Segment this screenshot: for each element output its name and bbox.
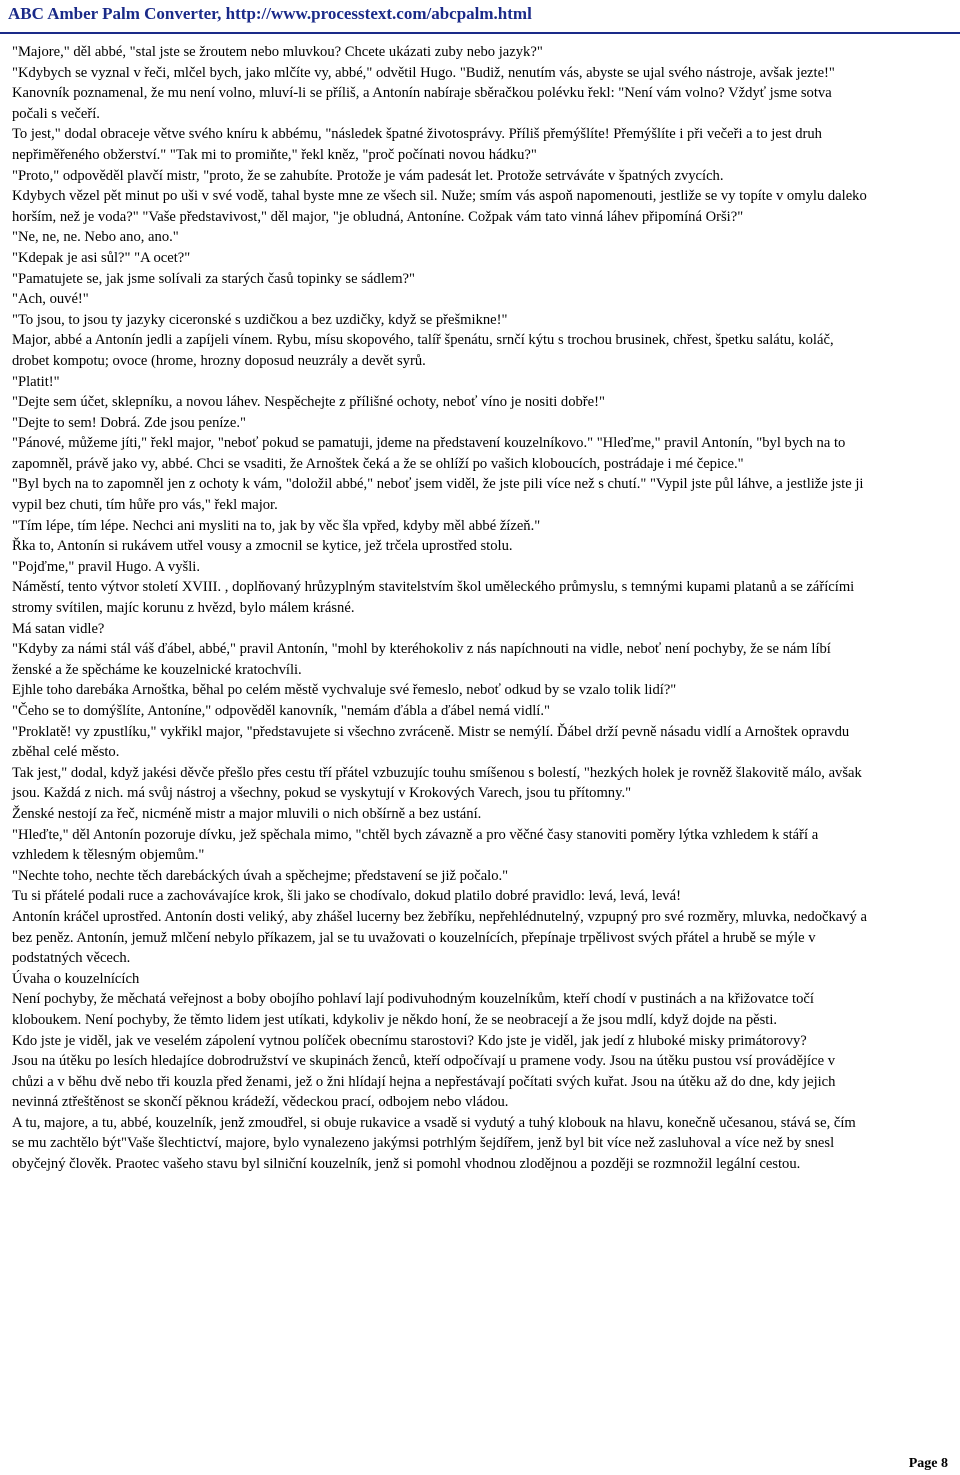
paragraph: Kdo jste je viděl, jak ve veselém zápolení vytnou políček obecnímu starostovi? Kdo jste je viděl, jak jedí z hluboké misky primátorovy? (12, 1032, 807, 1049)
paragraph: "Nechte toho, nechte těch darebáckých úvah a spěchejme; představení se již počalo." (12, 867, 509, 884)
paragraph: "Kdybych se vyznal v řeči, mlčel bych, jako mlčíte vy, abbé," odvětil Hugo. "Budiž, nenutím vás, abyste se ujal svého nástroje, avšak jezte!" (12, 64, 835, 81)
document-body (12, 42, 870, 1175)
paragraph: "Čeho se to domýšlíte, Antoníne," odpověděl kanovník, "nemám ďábla a ďábel nemá vidlí." (12, 703, 550, 719)
converter-header (0, 0, 960, 33)
paragraph: "Ach, ouvé!" (12, 291, 89, 308)
paragraph: "Kdepak je asi sůl?" "A ocet?" (12, 249, 191, 266)
paragraph: Řka to, Antonín si rukávem utřel vousy a zmocnil se kytice, jež trčela uprostřed stolu. (12, 538, 513, 555)
page-number: Page 8 (908, 1456, 948, 1471)
paragraph: Není pochyby, že měchatá veřejnost a boby obojího pohlaví lají podivuhodným kouzelníkům, kteří chodí v pustinách a na křižovatce točí kloboukem. Není pochyby, že těmto lidem jest utíkati, kdykoliv je někdo honí, že se neobracejí a že jsou mdlí, když dojde na pěsti. (12, 991, 814, 1028)
paragraph: "Kdyby za námi stál váš ďábel, abbé," pravil Antonín, "mohl by kteréhokoliv z nás napíchnouti na vidle, neboť není pochyby, že se nám líbí ženské a že spěcháme ke kouzelnické kratochvíli. (12, 641, 831, 678)
paragraph: A tu, majore, a tu, abbé, kouzelník, jenž zmoudřel, si obuje rukavice a vsadě si vydutý a tuhý klobouk na hlavu, konečně učesanou, stává se, čím se mu zachtělo být"Vaše šlechtictví, majore, bylo vynalezeno jakýmsi potrhlým šejdířem, jenž byl bit více než zasluhoval a více než by snesl obyčejný člověk. Praotec vašeho stavu byl silniční kouzelník, jenž si pomohl vhodnou zlodějnou a později se rozmnožil legální cestou. (12, 1114, 856, 1173)
paragraph: "Proklatě! vy zpustlíku," vykřikl major, "představujete si všechno zvráceně. Mistr se nemýlí. Ďábel drží pevně násadu vidlí a Arnoštek opravdu zběhal celé město. (12, 723, 850, 761)
paragraph: Major, abbé a Antonín jedli a zapíjeli vínem. Rybu, mísu skopového, talíř špenátu, srnčí kýtu s trochou brusinek, chřest, špetku salátu, koláč, drobet kompotu; ovoce (hrome, hrozny doposud neuzrály a devět syrů. (12, 332, 834, 369)
paragraph: "Dejte sem účet, sklepníku, a novou láhev. Nespěchejte z přílišné ochoty, neboť víno je nositi dobře!" (12, 394, 605, 411)
paragraph: Náměstí, tento výtvor století XVIII. , doplňovaný hrůzyplným stavitelstvím škol uměleckého průmyslu, s temnými kupami platanů a se zářícími stromy svítilen, majíc korunu z hvězd, bylo málem krásné. (12, 579, 855, 617)
paragraph: "Majore," děl abbé, "stal jste se žroutem nebo mluvkou? Chcete ukázati zuby nebo jazyk?" (12, 44, 543, 60)
paragraph: "Ne, ne, ne. Nebo ano, ano." (12, 229, 179, 246)
paragraph: Ejhle toho darebáka Arnoštka, běhal po celém městě vychvaluje své řemeslo, neboť odkud by se vzalo tolik lidí?" (12, 682, 677, 699)
paragraph: "Platit!" (12, 373, 60, 390)
paragraph: Tak jest," dodal, když jakési děvče přešlo přes cestu tří přátel vzbuzujíc touhu smíšenou s bolestí, "hezkých holek je rovněž šlakovitě málo, avšak jsou. Každá z nich. má svůj nástroj a všechny, pokud se vyskytují v Krokových Varech, jsou tu přítomny." (12, 764, 862, 802)
paragraph: Tu si přátelé podali ruce a zachovávajíce krok, šli jako se chodívalo, dokud platilo dobré pravidlo: levá, levá, levá! (12, 888, 681, 905)
paragraph: "Hleďte," děl Antonín pozoruje dívku, jež spěchala mimo, "chtěl bych závazně a pro věčné časy stanoviti poměry lýtka vzhledem k stáří a vzhledem k tělesným objemům." (12, 826, 819, 864)
paragraph: "To jsou, to jsou ty jazyky ciceronské s uzdičkou a bez uzdičky, když se přešmikne!" (12, 311, 508, 328)
paragraph: "Pánové, můžeme jíti," řekl major, "neboť pokud se pamatuji, jdeme na představení kouzelníkovo." "Hleďme," pravil Antonín, "byl bych na to zapomněl, právě jako vy, abbé. Chci se vsaditi, že Arnoštek čeká a že se ohlíží po vašich kloboucích, postrádaje i mé čepice." (12, 435, 846, 472)
paragraph: To jest," dodal obraceje větve svého kníru k abbému, "následek špatné životosprávy. Příliš přemýšlíte! Přemýšlíte i při večeři a to jest druh nepřiměřeného obžerství." "Tak mi to promiňte," řekl kněz, "proč počínati novou hádku?" (12, 126, 822, 163)
paragraph: "Pamatujete se, jak jsme solívali za starých časů topinky se sádlem?" (12, 270, 415, 287)
paragraph: Úvaha o kouzelnících (12, 970, 140, 987)
paragraph: Kanovník poznamenal, že mu není volno, mluví-li se příliš, a Antonín nabíraje sběračkou polévku řekl: "Není vám volno? Vždyť jsme sotva počali s večeří. (12, 85, 832, 122)
paragraph: Má satan vidle? (12, 620, 105, 637)
header-divider (0, 32, 960, 34)
paragraph: "Pojďme," pravil Hugo. A vyšli. (12, 558, 200, 575)
paragraph: Antonín kráčel uprostřed. Antonín dosti veliký, aby zhášel lucerny bez žebříku, nepřehlédnutelný, vzpupný pro své rozměry, mluvka, nedočkavý a bez peněz. Antonín, jemuž mlčení nebylo příkazem, jal se tu uvažovati o kouzelnících, přepínaje trpělivost svých přátel a hrubě se mýle v podstatných věcech. (12, 908, 867, 967)
paragraph: "Dejte to sem! Dobrá. Zde jsou peníze." (12, 414, 246, 431)
paragraph: Ženské nestojí za řeč, nicméně mistr a major mluvili o nich obšírně a bez ustání. (12, 805, 482, 822)
paragraph: "Tím lépe, tím lépe. Nechci ani mysliti na to, jak by věc šla vpřed, kdyby měl abbé žízeň." (12, 517, 541, 534)
paragraph: Jsou na útěku po lesích hledajíce dobrodružství ve skupinách ženců, kteří odpočívají u pramene vody. Jsou na útěku pustou vsí provádějíce v chůzi a v běhu dvě nebo tři kouzla před ženami, jež o žni hlídají hejna a nepřestávají počítati svých kuřat. Jsou na útěku až do dne, kdy jejich nevinná ztřeštěnost se skončí pěknou krádeží, vědeckou prací, odbojem nebo vládou. (12, 1053, 836, 1111)
paragraph: "Byl bych na to zapomněl jen z ochoty k vám, "doložil abbé," neboť jsem viděl, že jste pili více než s chutí." "Vypil jste půl láhve, a jestliže jste ji vypil bez chuti, tím hůře pro vás," řekl major. (12, 476, 864, 514)
paragraph: Kdybych vězel pět minut po uši v své vodě, tahal byste mne ze všech sil. Nuže; smím vás aspoň napomenouti, jestliže se vy topíte v omylu daleko horším, než je voda?" "Vaše představivost," děl major, "je obludná, Antoníne. Cožpak vám tato vinná láhev připomíná Orši?" (12, 188, 867, 225)
header-title: ABC Amber Palm Converter, http://www.processtext.com/abcpalm.html (8, 4, 532, 23)
paragraph: "Proto," odpověděl plavčí mistr, "proto, že se zahubíte. Protože je vám padesát let. Protože setrváváte v špatných zvycích. (12, 167, 724, 184)
